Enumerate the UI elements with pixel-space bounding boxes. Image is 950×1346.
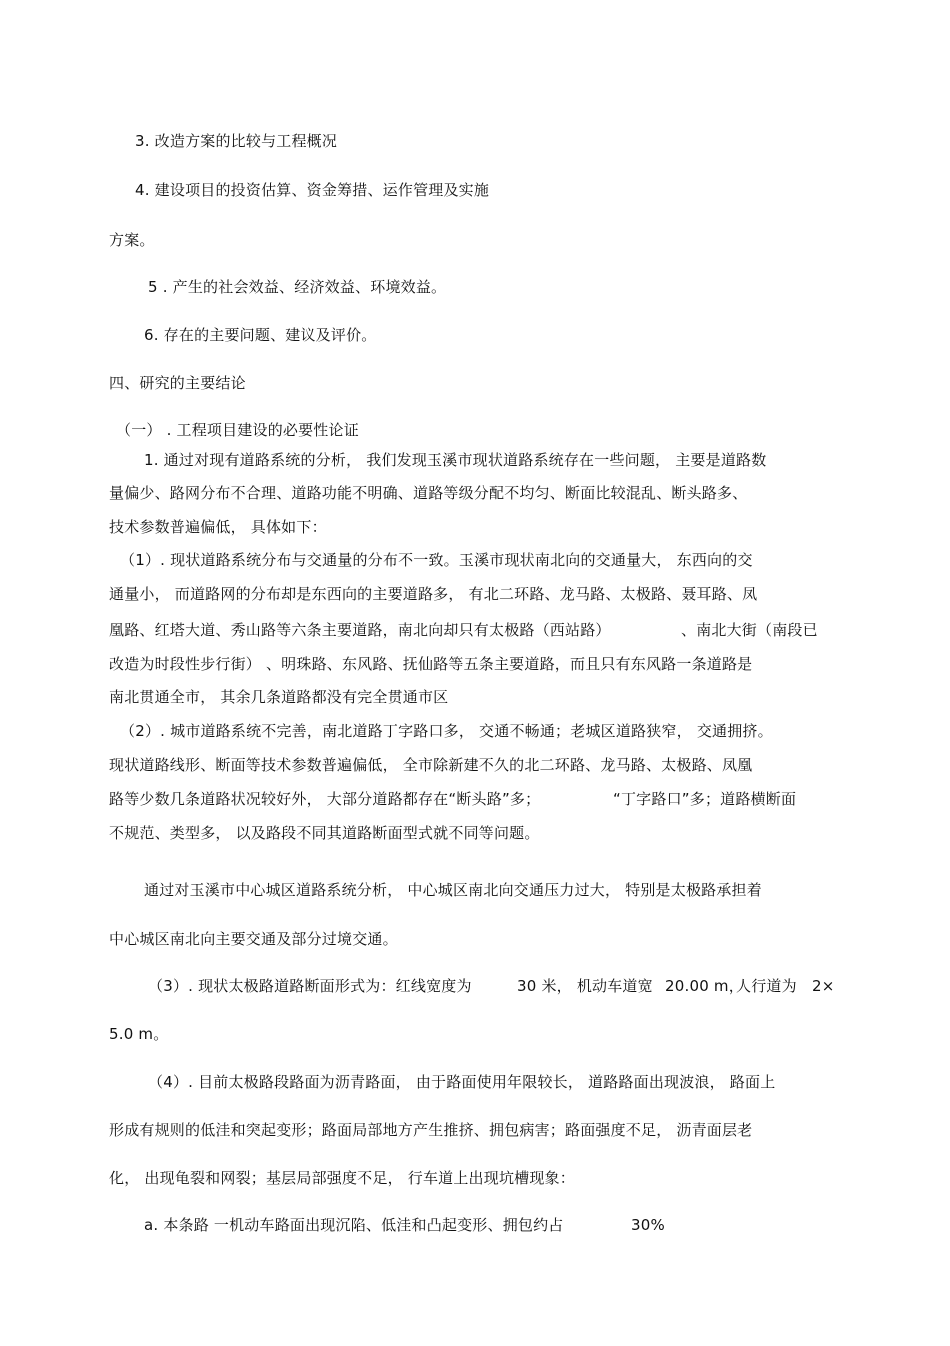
list-item-5: 5 . 产生的社会效益、经济效益、环境效益。 bbox=[148, 278, 447, 296]
paragraph-line-fragment: 2× bbox=[812, 977, 835, 995]
paragraph-line: 技术参数普遍偏低， 具体如下： bbox=[109, 518, 327, 536]
paragraph-line: 南北贯通全市， 其余几条道路都没有完全贯通市区 bbox=[109, 688, 449, 706]
paragraph-line: 量偏少、路网分布不合理、道路功能不明确、道路等级分配不均匀、断面比较混乱、断头路多、 bbox=[109, 484, 748, 502]
paragraph-line-fragment: 30 米， 机动车道宽 bbox=[517, 977, 653, 995]
paragraph-line: 现状道路线形、断面等技术参数普遍偏低， 全市除新建不久的北二环路、龙马路、太极路、凤凰 bbox=[109, 756, 753, 774]
list-item-4-continued: 方案。 bbox=[109, 231, 155, 249]
paragraph-line-fragment: 、南北大街（南段已 bbox=[681, 621, 818, 639]
paragraph-line: 路等少数几条道路状况较好外， 大部分道路都存在“断头路”多； bbox=[109, 790, 541, 808]
paragraph-line-fragment: 人行道为 bbox=[736, 977, 797, 995]
paragraph-line: 化， 出现龟裂和网裂；基层局部强度不足， 行车道上出现坑槽现象： bbox=[109, 1169, 575, 1187]
paragraph-line: 5.0 m。 bbox=[109, 1025, 169, 1043]
list-item-a: a. 本条路 一机动车路面出现沉陷、低洼和凸起变形、拥包约占 bbox=[144, 1216, 564, 1234]
paragraph-line: 中心城区南北向主要交通及部分过境交通。 bbox=[109, 930, 398, 948]
paragraph-line: （4）. 目前太极路段路面为沥青路面， 由于路面使用年限较长， 道路路面出现波浪， 路面上 bbox=[148, 1073, 776, 1091]
paragraph-line-fragment: “丁字路口”多；道路横断面 bbox=[613, 790, 797, 808]
paragraph-line: 1. 通过对现有道路系统的分析， 我们发现玉溪市现状道路系统存在一些问题， 主要是道路数 bbox=[144, 451, 767, 469]
paragraph-line: （3）. 现状太极路道路断面形式为：红线宽度为 bbox=[148, 977, 472, 995]
paragraph-line: （2）. 城市道路系统不完善，南北道路丁字路口多， 交通不畅通；老城区道路狭窄， 交通拥挤。 bbox=[120, 722, 773, 740]
paragraph-line: 不规范、类型多， 以及路段不同其道路断面型式就不同等问题。 bbox=[109, 824, 540, 842]
list-item-6: 6. 存在的主要问题、建议及评价。 bbox=[144, 326, 377, 344]
paragraph-line-fragment: 20.00 m， bbox=[665, 977, 744, 995]
paragraph-line: （1）. 现状道路系统分布与交通量的分布不一致。玉溪市现状南北向的交通量大， 东西向的交 bbox=[120, 551, 753, 569]
paragraph-line: 凰路、红塔大道、秀山路等六条主要道路，南北向却只有太极路（西站路） bbox=[109, 621, 611, 639]
list-item-3: 3. 改造方案的比较与工程概况 bbox=[135, 132, 338, 150]
paragraph-line: 通过对玉溪市中心城区道路系统分析， 中心城区南北向交通压力过大， 特别是太极路承担着 bbox=[144, 881, 762, 899]
paragraph-line: 形成有规则的低洼和突起变形；路面局部地方产生推挤、拥包病害；路面强度不足， 沥青面层老 bbox=[109, 1121, 753, 1139]
subsection-heading-necessity: （一） . 工程项目建设的必要性论证 bbox=[116, 421, 359, 439]
paragraph-line: 改造为时段性步行街） 、明珠路、东风路、抚仙路等五条主要道路，而且只有东风路一条道路是 bbox=[109, 655, 753, 673]
section-heading-main-conclusions: 四、研究的主要结论 bbox=[109, 374, 246, 392]
list-item-a-value: 30% bbox=[631, 1216, 665, 1234]
list-item-4: 4. 建设项目的投资估算、资金筹措、运作管理及实施 bbox=[135, 181, 490, 199]
paragraph-line: 通量小， 而道路网的分布却是东西向的主要道路多， 有北二环路、龙马路、太极路、聂耳路、凤 bbox=[109, 585, 758, 603]
